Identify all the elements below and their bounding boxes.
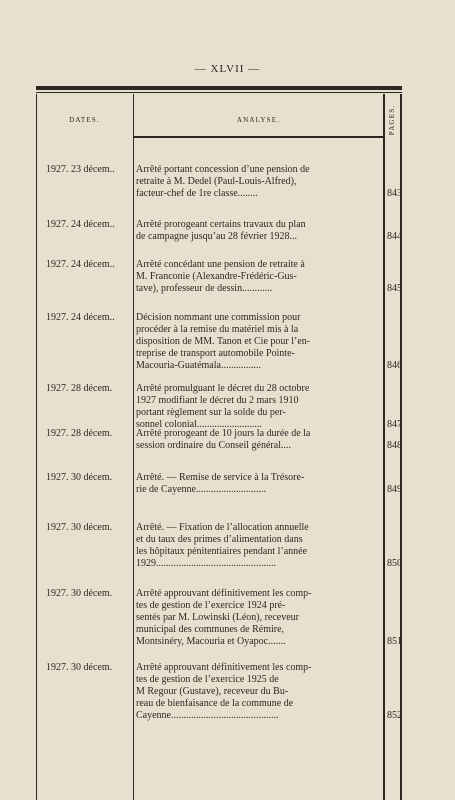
entry-date: 1927. 30 décem. bbox=[46, 588, 113, 599]
analysis-line: Arrêté prorogeant de 10 jours la durée de la bbox=[136, 428, 311, 439]
entry-date: 1927. 24 décem.. bbox=[46, 312, 115, 323]
entry-page-number: 848 bbox=[387, 440, 402, 451]
page-number: — XLVII — bbox=[194, 63, 261, 75]
column-divider-dates bbox=[133, 94, 134, 800]
header-rule-thick bbox=[36, 86, 402, 90]
table-left-border bbox=[36, 94, 37, 800]
analysis-line: Arrêté. — Remise de service à la Trésore- bbox=[136, 472, 305, 483]
entry-page-number: 844 bbox=[387, 231, 402, 242]
entry-analysis bbox=[136, 219, 368, 243]
analysis-line: et du taux des primes d’alimentation dans bbox=[136, 534, 303, 545]
analysis-line: Macouria-Guatémala................ bbox=[136, 360, 261, 371]
analysis-line: retraite à M. Dedel (Paul-Louis-Alfred), bbox=[136, 176, 297, 187]
entry-analysis bbox=[136, 259, 368, 295]
entry-page-number: 843 bbox=[387, 188, 402, 199]
analysis-line: Cayenne........................................... bbox=[136, 710, 279, 721]
entry-date: 1927. 23 décem.. bbox=[46, 164, 115, 175]
analysis-line: tes de gestion de l’exercice 1925 de bbox=[136, 674, 279, 685]
analysis-line: Montsinéry, Macouria et Oyapoc....... bbox=[136, 636, 286, 647]
entry-analysis bbox=[136, 428, 368, 452]
analysis-line: sonnel colonial.......................... bbox=[136, 419, 262, 430]
column-header-analyse: ANALYSE. bbox=[236, 116, 281, 124]
analysis-line: tes de gestion de l’exercice 1924 pré- bbox=[136, 600, 286, 611]
analysis-line: Arrêté concédant une pension de retraite à bbox=[136, 259, 305, 270]
entry-page-number: 851 bbox=[387, 636, 402, 647]
analysis-line: les hôpitaux pénitentiaires pendant l’année bbox=[136, 546, 308, 557]
entry-date: 1927. 30 décem. bbox=[46, 472, 113, 483]
entry-page-number: 847 bbox=[387, 419, 402, 430]
analysis-line: Arrêté promulguant le décret du 28 octobre bbox=[136, 383, 310, 394]
analysis-line: reau de bienfaisance de la commune de bbox=[136, 698, 294, 709]
entry-date: 1927. 30 décem. bbox=[46, 522, 113, 533]
entry-date: 1927. 30 décem. bbox=[46, 662, 113, 673]
entry-date: 1927. 28 décem. bbox=[46, 428, 113, 439]
analysis-line: disposition de MM. Tanon et Cie pour l’en- bbox=[136, 336, 311, 347]
analysis-line: portant règlement sur la solde du per- bbox=[136, 407, 286, 418]
entry-analysis bbox=[136, 472, 368, 496]
entry-analysis bbox=[136, 588, 368, 648]
analysis-line: Décision nommant une commission pour bbox=[136, 312, 301, 323]
entry-page-number: 850 bbox=[387, 558, 402, 569]
analysis-line: facteur-chef de 1re classe........ bbox=[136, 188, 258, 199]
entry-date: 1927. 24 décem.. bbox=[46, 219, 115, 230]
entry-analysis bbox=[136, 312, 368, 372]
entry-page-number: 846 bbox=[387, 360, 402, 371]
analysis-line: procéder à la remise du matériel mis à la bbox=[136, 324, 299, 335]
column-header-dates: DATES. bbox=[69, 116, 100, 124]
analysis-line: Arrêté prorogeant certains travaux du plan bbox=[136, 219, 306, 230]
analysis-line: rie de Cayenne............................ bbox=[136, 484, 266, 495]
analysis-line: municipal des communes de Rémire, bbox=[136, 624, 285, 635]
analysis-line: 1929................................................ bbox=[136, 558, 276, 569]
analysis-line: session ordinaire du Conseil général.... bbox=[136, 440, 291, 451]
index-table bbox=[36, 94, 402, 800]
analysis-line: Arrêté approuvant définitivement les comp- bbox=[136, 588, 312, 599]
entry-page-number: 852 bbox=[387, 710, 402, 721]
analysis-line: M. Franconie (Alexandre-Frédéric-Gus- bbox=[136, 271, 297, 282]
analysis-line: Arrêté approuvant définitivement les comp- bbox=[136, 662, 312, 673]
analysis-line: Arrêté. — Fixation de l’allocation annuelle bbox=[136, 522, 309, 533]
entry-date: 1927. 24 décem.. bbox=[46, 259, 115, 270]
entry-analysis bbox=[136, 164, 368, 200]
entry-page-number: 845 bbox=[387, 283, 402, 294]
analysis-line: Arrêté portant concession d’une pension de bbox=[136, 164, 310, 175]
entry-analysis bbox=[136, 383, 368, 431]
analysis-line: tave), professeur de dessin............ bbox=[136, 283, 273, 294]
column-header-pages: PAGES. bbox=[388, 104, 397, 136]
header-rule-thin bbox=[36, 92, 402, 93]
analysis-line: 1927 modifiant le décret du 2 mars 1910 bbox=[136, 395, 299, 406]
analysis-line: M Regour (Gustave), receveur du Bu- bbox=[136, 686, 289, 697]
entry-analysis bbox=[136, 662, 368, 722]
analysis-line: treprise de transport automobile Pointe- bbox=[136, 348, 295, 359]
entry-date: 1927. 28 décem. bbox=[46, 383, 113, 394]
analysis-line: sentés par M. Lowinski (Léon), receveur bbox=[136, 612, 299, 623]
analysis-line: de campagne jusqu’au 28 février 1928... bbox=[136, 231, 298, 242]
header-underline bbox=[134, 136, 384, 138]
entry-page-number: 849 bbox=[387, 484, 402, 495]
entry-analysis bbox=[136, 522, 368, 570]
